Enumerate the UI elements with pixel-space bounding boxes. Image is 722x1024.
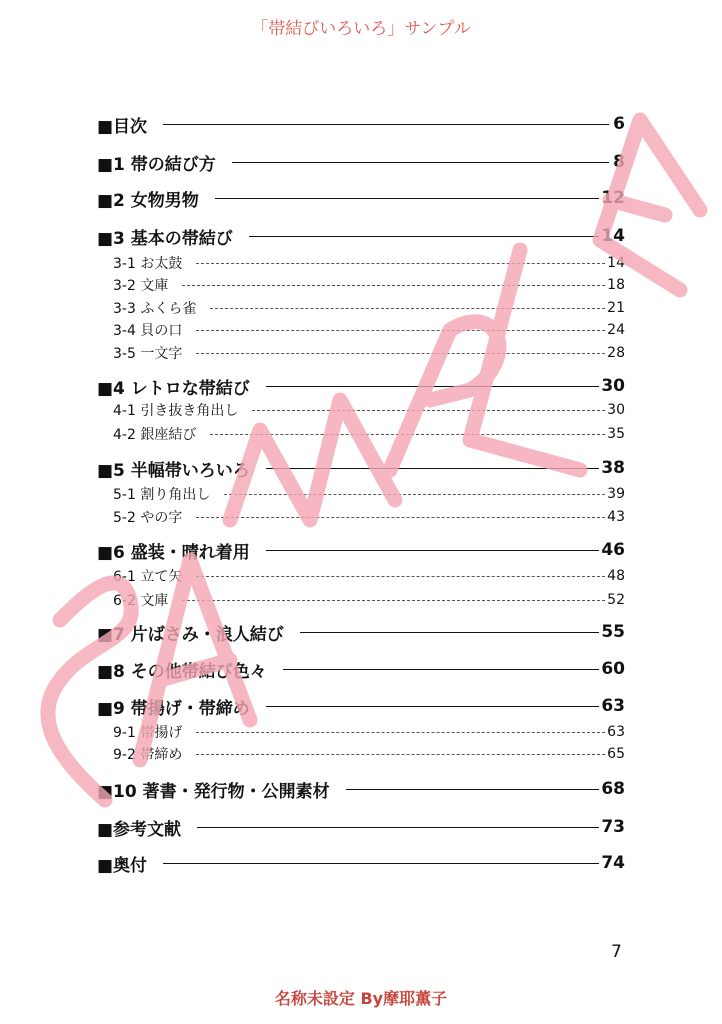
toc-page-number: 68 — [601, 779, 625, 799]
toc-leader-line — [266, 550, 600, 551]
toc-page-number: 18 — [607, 277, 625, 293]
toc-label: 9-2 帯締め — [113, 747, 183, 763]
toc-page-number: 14 — [601, 226, 625, 246]
toc-chapter-row — [97, 657, 625, 681]
toc-chapter-row — [97, 851, 625, 875]
toc-label: 5-2 やの字 — [113, 510, 183, 526]
toc-chapter-row — [97, 224, 625, 248]
toc-section-row — [97, 253, 625, 273]
toc-leader-line — [163, 863, 599, 864]
toc-leader-line — [196, 576, 605, 577]
toc-section-row — [97, 320, 625, 340]
toc-label: ■8 その他帯結び色々 — [97, 661, 267, 682]
toc-leader-line — [182, 285, 605, 286]
toc-page-number: 55 — [601, 622, 625, 642]
toc-label: 3-3 ふくら雀 — [113, 301, 197, 317]
toc-leader-line — [196, 754, 605, 755]
toc-leader-line — [197, 827, 599, 828]
toc-label: 3-5 一文字 — [113, 346, 183, 362]
toc-label: 9-1 帯揚げ — [113, 725, 183, 741]
toc-leader-line — [224, 494, 605, 495]
toc-section-row — [97, 744, 625, 764]
toc-section-row — [97, 424, 625, 444]
toc-chapter-row — [97, 186, 625, 210]
toc-chapter-row — [97, 112, 625, 136]
toc-page-number: 43 — [607, 509, 625, 525]
toc-label: 3-4 貝の口 — [113, 323, 183, 339]
toc-page-number: 60 — [601, 659, 625, 679]
toc-page-number: 30 — [607, 402, 625, 418]
toc-leader-line — [300, 632, 600, 633]
toc-page-number: 24 — [607, 322, 625, 338]
toc-page-number: 52 — [607, 592, 625, 608]
toc-label: 5-1 割り角出し — [113, 487, 211, 503]
toc-page-number: 6 — [613, 114, 625, 134]
toc-label: 6-1 立て矢 — [113, 569, 183, 585]
toc-label: ■目次 — [97, 116, 148, 137]
toc-label: ■7 片ばさみ・浪人結び — [97, 624, 284, 645]
toc-label: ■奥付 — [97, 855, 148, 876]
toc-leader-line — [196, 517, 605, 518]
toc-page-number: 63 — [607, 724, 625, 740]
toc-leader-line — [232, 162, 609, 163]
toc-section-row — [97, 722, 625, 742]
toc-leader-line — [196, 263, 605, 264]
toc-leader-line — [196, 353, 605, 354]
toc-chapter-row — [97, 815, 625, 839]
toc-leader-line — [210, 434, 605, 435]
toc-label: ■9 帯揚げ・帯締め — [97, 698, 250, 719]
toc-chapter-row — [97, 456, 625, 480]
toc-leader-line — [210, 308, 605, 309]
toc-page-number: 74 — [601, 853, 625, 873]
document-footer: 名称未設定 By摩耶薫子 — [274, 989, 448, 1008]
toc-page-number: 35 — [607, 426, 625, 442]
toc-section-row — [97, 590, 625, 610]
toc-label: 4-1 引き抜き角出し — [113, 403, 239, 419]
toc-chapter-row — [97, 694, 625, 718]
toc-section-row — [97, 275, 625, 295]
toc-leader-line — [249, 236, 600, 237]
toc-label: ■参考文献 — [97, 819, 182, 840]
toc-chapter-row — [97, 150, 625, 174]
toc-leader-line — [266, 468, 600, 469]
toc-label: ■4 レトロな帯結び — [97, 378, 250, 399]
toc-leader-line — [346, 789, 600, 790]
toc-label: ■5 半幅帯いろいろ — [97, 460, 250, 481]
toc-page-number: 8 — [613, 152, 625, 172]
toc-page-number: 28 — [607, 345, 625, 361]
toc-page-number: 14 — [607, 255, 625, 271]
toc-label: ■3 基本の帯結び — [97, 228, 233, 249]
toc-page-number: 30 — [601, 376, 625, 396]
toc-label: 3-1 お太鼓 — [113, 256, 183, 272]
document-header: 「帯結びいろいろ」サンプル — [251, 19, 471, 39]
toc-label: ■10 著書・発行物・公開素材 — [97, 781, 330, 802]
toc-page-number: 73 — [601, 817, 625, 837]
toc-page-number: 65 — [607, 746, 625, 762]
toc-page-number: 48 — [607, 568, 625, 584]
toc-section-row — [97, 343, 625, 363]
toc-page-number: 12 — [601, 188, 625, 208]
toc-label: 4-2 銀座結び — [113, 427, 197, 443]
toc-section-row — [97, 400, 625, 420]
toc-page-number: 39 — [607, 486, 625, 502]
toc-label: ■2 女物男物 — [97, 190, 199, 211]
toc-page-number: 38 — [601, 458, 625, 478]
toc-section-row — [97, 566, 625, 586]
toc-leader-line — [196, 732, 605, 733]
page-number: 7 — [611, 942, 622, 962]
watermark-letter-s — [48, 583, 131, 800]
toc-section-row — [97, 507, 625, 527]
toc-label: 3-2 文庫 — [113, 278, 169, 294]
toc-section-row — [97, 298, 625, 318]
toc-leader-line — [215, 198, 600, 199]
toc-page-number: 21 — [607, 300, 625, 316]
toc-chapter-row — [97, 538, 625, 562]
toc-chapter-row — [97, 374, 625, 398]
toc-section-row — [97, 484, 625, 504]
toc-page-number: 46 — [601, 540, 625, 560]
toc-leader-line — [283, 669, 600, 670]
toc-leader-line — [163, 124, 609, 125]
toc-chapter-row — [97, 620, 625, 644]
toc-leader-line — [266, 706, 600, 707]
toc-label: ■6 盛装・晴れ着用 — [97, 542, 250, 563]
toc-label: ■1 帯の結び方 — [97, 154, 216, 175]
toc-chapter-row — [97, 777, 625, 801]
toc-leader-line — [196, 330, 605, 331]
toc-leader-line — [182, 600, 605, 601]
toc-leader-line — [252, 410, 605, 411]
toc-page-number: 63 — [601, 696, 625, 716]
toc-leader-line — [266, 386, 600, 387]
toc-label: 6-2 文庫 — [113, 593, 169, 609]
